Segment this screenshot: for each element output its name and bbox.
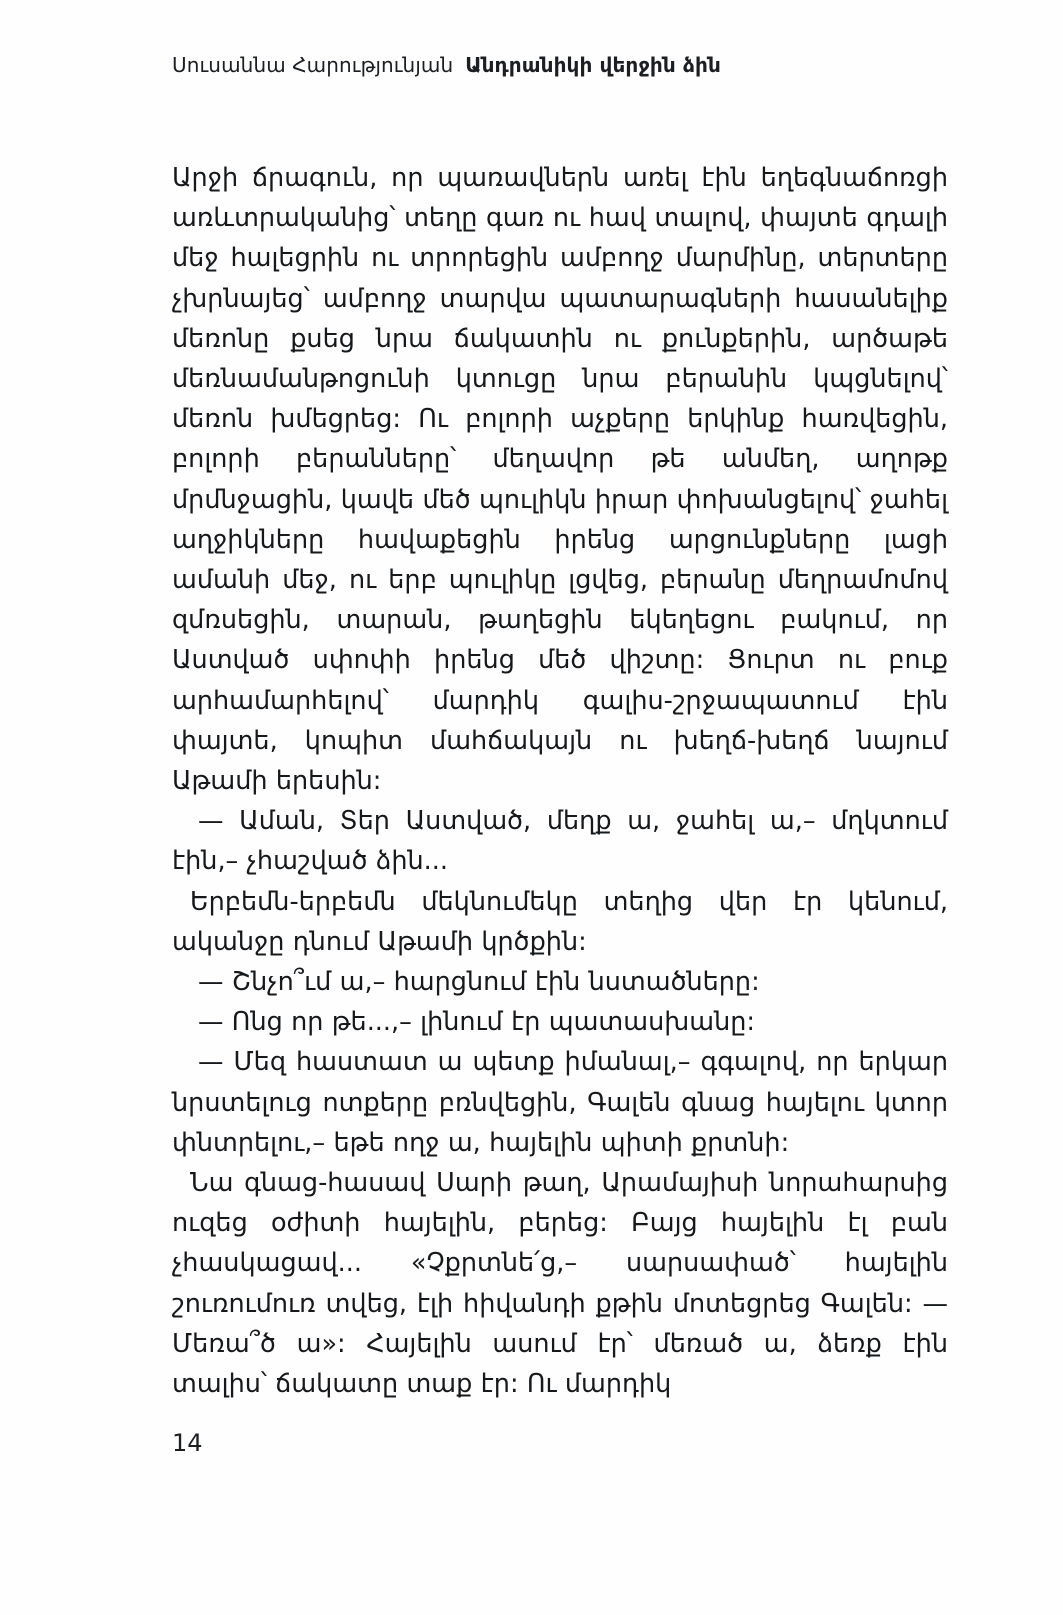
paragraph: Արջի ճրագուն, որ պառավներն առել էին եղեգնաճոռցի առևտրականից՝ տեղը գառ ու հավ տալով, փայտե գդալի մեջ հալեցրին ու տրորեցին ամբողջ մարմինը, տերտերը չխրնայեց՝ ամբողջ տարվա պատարագների հասանելիք մեռոնը քսեց նրա ճակատին ու քունքերին, արծաթե մեռնամանթոցունի կտուցը նրա բերանին կպցնելով՝ մեռոն խմեցրեց: Ու բոլորի աչքերը երկինք հառվեցին, բոլորի բերանները՝ մեղավոր թե անմեղ, աղոթք մրմնջացին, կավե մեծ պուլիկն իրար փոխանցելով՝ ջահել աղջիկները հավաքեցին իրենց արցունքները լացի ամանի մեջ, ու երբ պուլիկը լցվեց, բերանը մեղրամոմով զմռսեցին, տարան, թաղեցին եկեղեցու բակում, որ Աստված սփոփի իրենց մեծ վիշտը: Ցուրտ ու բուք արհամարհելով՝ մարդիկ գալիս-շրջապատում էին փայտե, կոպիտ մահճակայն ու խեղճ-խեղճ նայում Աթամի երեսին: xyxy=(172,163,948,797)
paragraph: Երբեմն-երբեմն մեկնումեկը տեղից վեր էր կենում, ականջը դնում Աթամի կրծքին: xyxy=(172,886,948,957)
page-number: 14 xyxy=(172,1429,203,1457)
body-text-block xyxy=(172,158,948,1404)
paragraph-dialogue: — Ոնց որ թե...,– լինում էր պատասխանը: xyxy=(198,1007,755,1038)
running-header xyxy=(172,52,952,78)
paragraph-dialogue: — Մեզ հաստատ ա պետք իմանալ,– գգալով, որ երկար նրստելուց ոտքերը բռնվեցին, Գալեն գնաց հայելու կտոր փնտրելու,– եթե ողջ ա, հայելին պիտի քրտնի: xyxy=(172,1047,948,1158)
paragraph-dialogue: — Աման, Տեր Աստված, մեղք ա, ջահել ա,– մղկտում էին,– չհաշված ձին... xyxy=(172,806,948,877)
paragraph: Նա գնաց-հասավ Սարի թաղ, Արամայիսի նորահարսից ուզեց օժիտի հայելին, բերեց: Բայց հայելին էլ բան չհասկացավ... «Չքրտնե՛ց,– սարսափած՝ հայելին շուռումուռ տվեց, էլի հիվանդի քթին մոտեցրեց Գալեն: — Մեռա՞ծ ա»: Հայելին ասում էր՝ մեռած ա, ձեռք էին տալիս՝ ճակատը տաք էր: Ու մարդիկ xyxy=(172,1168,948,1400)
header-title: Անդրանիկի վերջին ձին xyxy=(465,53,721,77)
header-author: Սուսաննա Հարությունյան xyxy=(172,53,454,77)
paragraph-dialogue: — Շնչո՞ւմ ա,– հարցնում էին նստածները: xyxy=(198,967,760,998)
